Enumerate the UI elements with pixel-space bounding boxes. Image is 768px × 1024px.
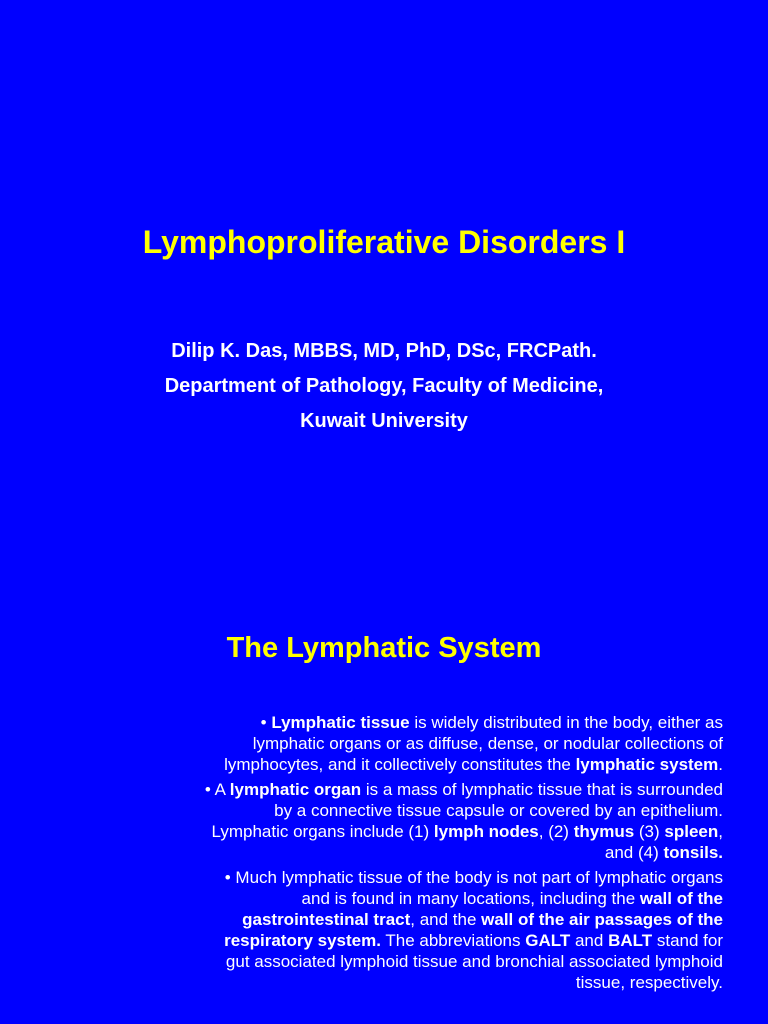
section-title: The Lymphatic System xyxy=(226,632,542,664)
bullet-text: tissue, respectively. xyxy=(575,973,723,992)
bullet-bold-text: wall of the air passages of the xyxy=(481,910,723,929)
author-info xyxy=(0,334,768,439)
bullet-bold-text: GALT xyxy=(525,931,571,950)
bullet-text: stand for xyxy=(652,931,723,950)
bullet-bold-text: tonsils. xyxy=(663,843,723,862)
bullet-bold-text: lymph nodes xyxy=(433,822,539,841)
bullet-list xyxy=(40,712,723,997)
bullet-bold-text: gastrointestinal tract xyxy=(242,910,411,929)
bullet-line xyxy=(224,755,723,774)
bullet-line xyxy=(253,734,723,753)
bullet-text: and (4) xyxy=(604,843,664,862)
bullet-line xyxy=(224,931,723,950)
bullet-item xyxy=(40,779,723,863)
bullet-text: (3) xyxy=(634,822,665,841)
bullet-line xyxy=(226,952,723,971)
bullet-item xyxy=(40,712,723,775)
author-department: Department of Pathology, Faculty of Medicine, xyxy=(164,375,604,397)
bullet-text: Lymphatic organs include (1) xyxy=(211,822,434,841)
bullet-line xyxy=(274,801,723,820)
bullet-line xyxy=(225,868,723,887)
bullet-item xyxy=(40,867,723,993)
bullet-line xyxy=(242,910,723,929)
bullet-text: The abbreviations xyxy=(380,931,526,950)
bullet-bold-text: lymphatic system xyxy=(575,755,719,774)
bullet-line xyxy=(261,713,723,732)
bullet-bold-text: wall of the xyxy=(639,889,723,908)
bullet-text: , and the xyxy=(410,910,482,929)
bullet-text: . xyxy=(718,755,723,774)
bullet-text: • xyxy=(260,713,272,732)
author-name: Dilip K. Das, MBBS, MD, PhD, DSc, FRCPath. xyxy=(171,340,597,362)
bullet-bold-text: thymus xyxy=(573,822,635,841)
bullet-text: • A xyxy=(204,780,230,799)
bullet-bold-text: Lymphatic tissue xyxy=(271,713,410,732)
bullet-line xyxy=(576,973,723,992)
bullet-line xyxy=(605,843,723,862)
bullet-bold-text: BALT xyxy=(608,931,653,950)
bullet-text: , (2) xyxy=(538,822,574,841)
bullet-line xyxy=(212,822,723,841)
bullet-line xyxy=(302,889,723,908)
bullet-bold-text: lymphatic organ xyxy=(229,780,362,799)
bullet-text: is a mass of lymphatic tissue that is surrounded xyxy=(361,780,723,799)
bullet-text: and xyxy=(570,931,609,950)
bullet-text: is widely distributed in the body, either as xyxy=(409,713,723,732)
author-university: Kuwait University xyxy=(300,410,468,432)
bullet-bold-text: respiratory system. xyxy=(224,931,381,950)
bullet-text: , xyxy=(718,822,723,841)
bullet-text: gut associated lymphoid tissue and bronchial associated lymphoid xyxy=(225,952,723,971)
bullet-text: lymphatic organs or as diffuse, dense, or nodular collections of xyxy=(252,734,723,753)
slide-title: Lymphoproliferative Disorders I xyxy=(142,224,626,260)
bullet-line xyxy=(205,780,723,799)
bullet-text: lymphocytes, and it collectively constitutes the xyxy=(224,755,576,774)
bullet-text: and is found in many locations, including the xyxy=(301,889,640,908)
bullet-text: by a connective tissue capsule or covered by an epithelium. xyxy=(274,801,723,820)
bullet-text: • Much lymphatic tissue of the body is not part of lymphatic organs xyxy=(224,868,723,887)
bullet-bold-text: spleen xyxy=(664,822,719,841)
